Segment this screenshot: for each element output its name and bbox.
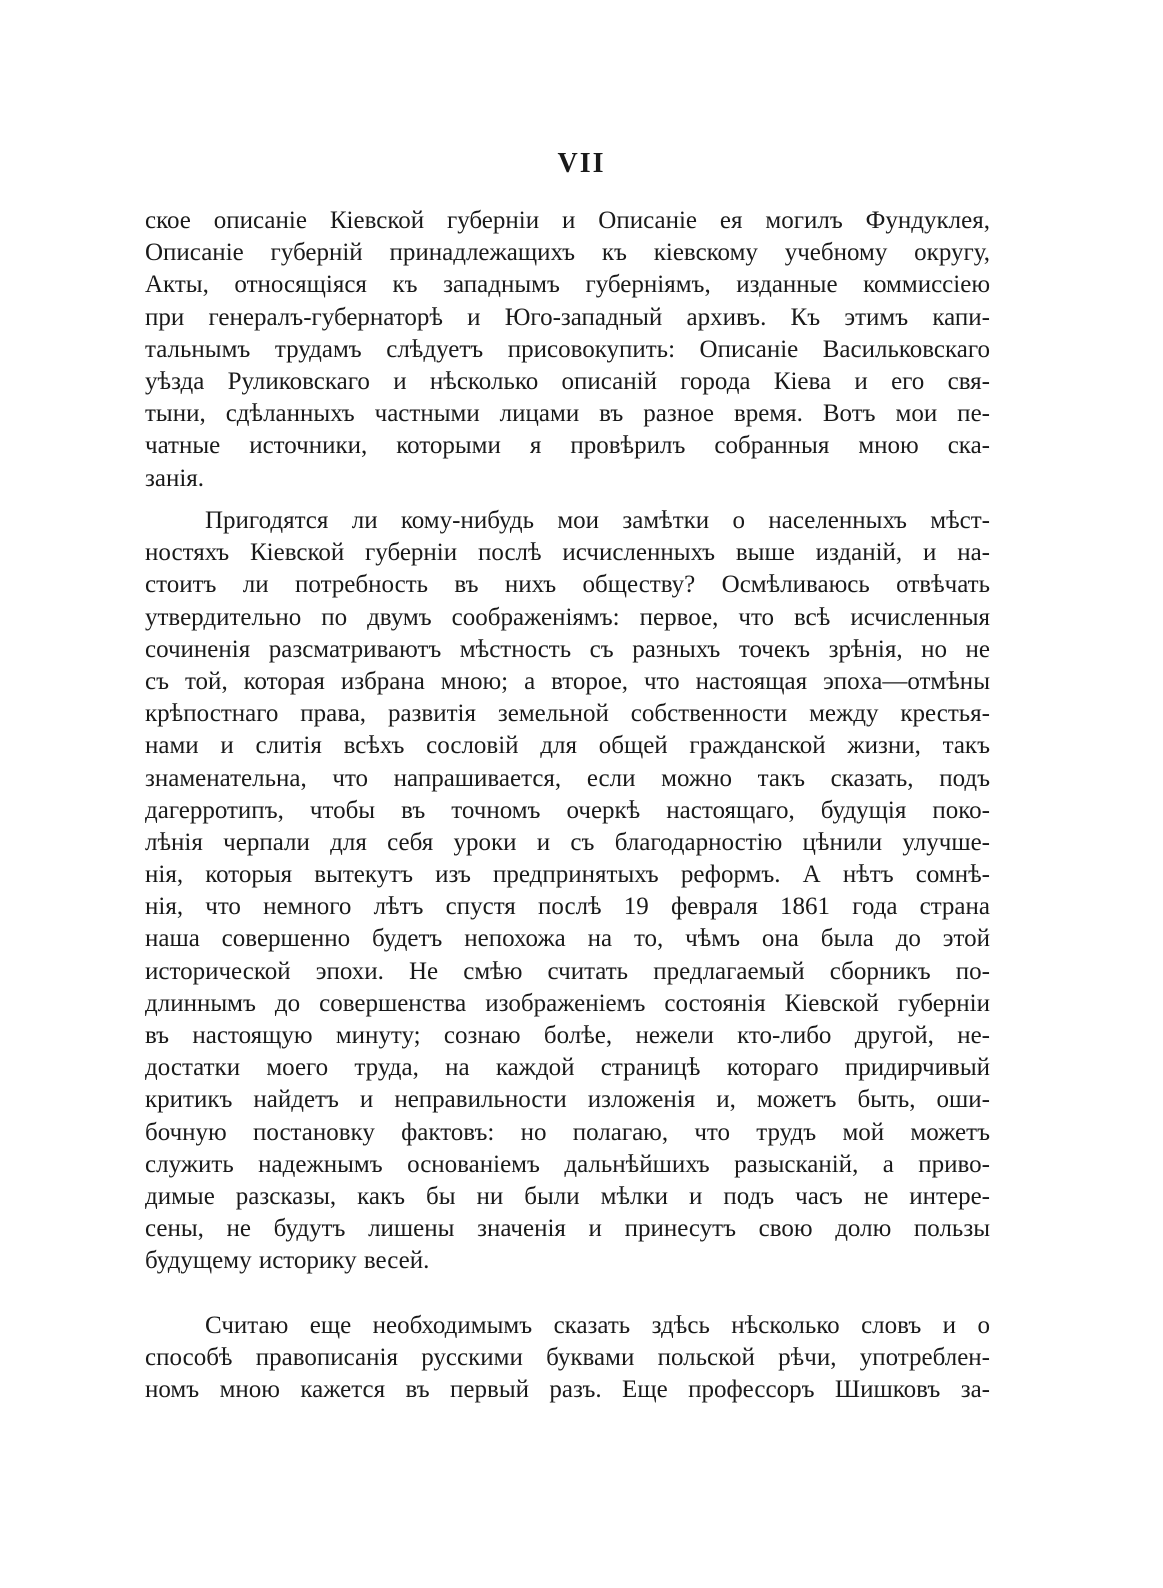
- text-line: критикъ найдетъ и неправильности изложенія и, можетъ быть, оши-: [145, 1086, 990, 1114]
- paragraph-3: [145, 1310, 990, 1407]
- text-line: Описаніе губерній принадлежащихъ къ кіевскому учебному округу,: [145, 239, 990, 267]
- paragraph-2: [145, 505, 990, 1278]
- text-line: способѣ правописанія русскими буквами польской рѣчи, употреблен-: [145, 1344, 990, 1372]
- text-line: Пригодятся ли кому-нибудь мои замѣтки о населенныхъ мѣст-: [205, 507, 990, 534]
- text-line: въ настоящую минуту; сознаю болѣе, нежели кто-либо другой, не-: [145, 1022, 990, 1049]
- text-line: служить надежнымъ основаніемъ дальнѣйшихъ разысканій, а приво-: [145, 1150, 990, 1178]
- text-line: достатки моего труда, на каждой страницѣ котораго придирчивый: [145, 1054, 990, 1082]
- text-line: съ той, которая избрана мною; а второе, что настоящая эпоха—отмѣны: [145, 667, 990, 695]
- text-line: ское описаніе Кіевской губерніи и Описаніе ея могилъ Фундуклея,: [145, 207, 990, 234]
- text-line: занія.: [145, 464, 205, 492]
- text-line: исторической эпохи. Не смѣю считать предлагаемый сборникъ по-: [145, 957, 990, 985]
- text-line: сены, не будутъ лишены значенія и принесутъ свою долю пользы: [145, 1215, 990, 1243]
- text-line: знаменательна, что напрашивается, если можно такъ сказать, подъ: [145, 764, 990, 792]
- text-line: Акты, относящіяся къ западнымъ губерніямъ, изданные коммиссіею: [145, 271, 990, 299]
- text-line: тыни, сдѣланныхъ частными лицами въ разное время. Вотъ мои пе-: [145, 400, 990, 428]
- text-line: димые разсказы, какъ бы ни были мѣлки и подъ часъ не интере-: [145, 1182, 990, 1210]
- paragraph-1: [145, 205, 990, 495]
- text-line: стоитъ ли потребность въ нихъ обществу? Осмѣливаюсь отвѣчать: [145, 571, 990, 599]
- text-line: длиннымъ до совершенства изображеніемъ состоянія Кіевской губерніи: [145, 989, 990, 1017]
- text-line: будущему историку весей.: [145, 1247, 430, 1275]
- text-line: дагерротипъ, чтобы въ точномъ очеркѣ настоящаго, будущія поко-: [145, 796, 990, 824]
- text-line: при генералъ-губернаторѣ и Юго-западный архивъ. Къ этимъ капи-: [145, 303, 990, 331]
- text-line: уѣзда Руликовскаго и нѣсколько описаній города Кіева и его свя-: [145, 367, 990, 395]
- text-line: чатные источники, которыми я провѣрилъ собранныя мною ска-: [145, 432, 990, 460]
- text-line: крѣпостнаго права, развитія земельной собственности между крестья-: [145, 700, 990, 728]
- text-line: лѣнія черпали для себя уроки и съ благодарностію цѣнили улучше-: [145, 828, 990, 856]
- text-line: номъ мною кажется въ первый разъ. Еще профессоръ Шишковъ за-: [145, 1376, 990, 1404]
- text-line: тальнымъ трудамъ слѣдуетъ присовокупить: Описаніе Васильковскаго: [145, 335, 990, 363]
- text-line: бочную постановку фактовъ: но полагаю, что трудъ мой можетъ: [145, 1118, 990, 1146]
- text-line: ностяхъ Кіевской губерніи послѣ исчисленныхъ выше изданій, и на-: [145, 539, 990, 567]
- text-line: наша совершенно будетъ непохожа на то, чѣмъ она была до этой: [145, 925, 990, 953]
- text-line: нія, которыя вытекутъ изъ предпринятыхъ реформъ. А нѣтъ сомнѣ-: [145, 861, 990, 889]
- text-line: утвердительно по двумъ соображеніямъ: первое, что всѣ исчисленныя: [145, 603, 990, 631]
- text-line: Считаю еще необходимымъ сказать здѣсь нѣсколько словъ и о: [205, 1312, 990, 1339]
- text-line: нами и слитія всѣхъ сословій для общей гражданской жизни, такъ: [145, 732, 990, 760]
- page-number: VII: [557, 148, 606, 179]
- text-line: нія, что немного лѣтъ спустя послѣ 19 февраля 1861 года страна: [145, 893, 990, 921]
- text-line: сочиненія разсматриваютъ мѣстность съ разныхъ точекъ зрѣнія, но не: [145, 635, 990, 663]
